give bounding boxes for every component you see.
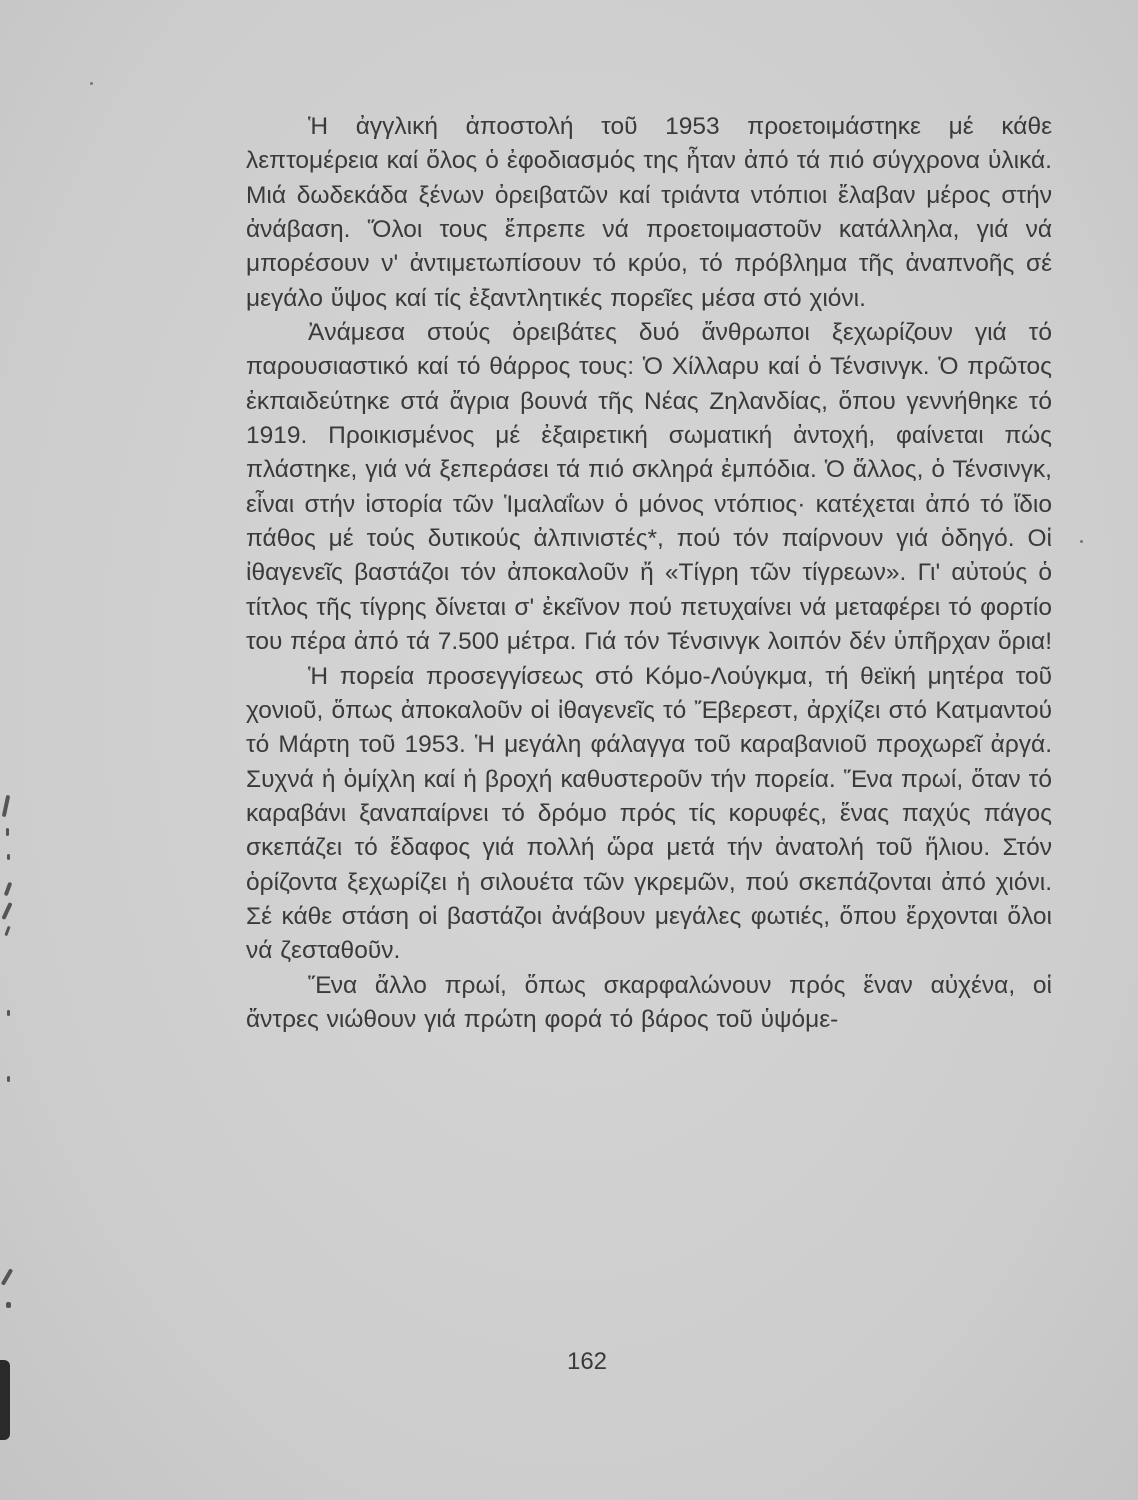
paragraph-2: Ἀνάμεσα στούς ὀρειβάτες δυό ἄνθρωποι ξεχωρίζουν γιά τό παρουσιαστικό καί τό θάρρος τους: Ὁ Χίλλαρυ καί ὁ Τένσινγκ. Ὁ πρῶτος ἐκπαιδεύτηκε στά ἄγρια βουνά τῆς Νέας Ζηλανδίας, ὅπου γεννήθηκε τό 1919. Προικισμένος μέ ἐξαιρετική σωματική ἀντοχή, φαίνεται πώς πλάστηκε, γιά νά ξεπεράσει τά πιό σκληρά ἐμπόδια. Ὁ ἄλλος, ὁ Τένσινγκ, εἶναι στήν ἱστορία τῶν Ἱμαλαΐων ὁ μόνος ντόπιος· κατέχεται ἀπό τό ἴδιο πάθος μέ τούς δυτικούς ἀλπινιστές*, πού τόν παίρνουν γιά ὁδηγό. Οἱ ἰθαγενεῖς βαστάζοι τόν ἀποκαλοῦν ἤ «Τίγρη τῶν τίγρεων». Γι' αὐτούς ὁ τίτλος τῆς τίγρης δίνεται σ' ἐκεῖνον πού πετυχαίνει νά μεταφέρει τό φορτίο του πέρα ἀπό τά 7.500 μέτρα. Γιά τόν Τένσινγκ λοιπόν δέν ὑπῆρχαν ὅρια!	[246, 319, 1053, 656]
margin-mark	[7, 1076, 10, 1082]
margin-mark	[1, 1268, 13, 1286]
page-edge-shadow	[0, 1360, 10, 1440]
scan-speck	[1080, 540, 1083, 543]
margin-mark	[1, 902, 12, 920]
margin-mark	[6, 1302, 11, 1308]
margin-mark	[2, 795, 10, 817]
margin-mark	[7, 1010, 10, 1016]
margin-mark	[4, 926, 10, 936]
body-text	[246, 110, 1052, 1037]
margin-mark	[6, 828, 9, 836]
margin-mark	[7, 854, 10, 860]
margin-mark	[4, 882, 13, 897]
page-number: 162	[566, 1348, 608, 1375]
paragraph-3: Ἡ πορεία προσεγγίσεως στό Κόμο-Λούγκμα, τή θεϊκή μητέρα τοῦ χονιοῦ, ὅπως ἀποκαλοῦν οἱ ἰθαγενεῖς τό Ἔβερεστ, ἀρχίζει στό Κατμαντού τό Μάρτη τοῦ 1953. Ἡ μεγάλη φάλαγγα τοῦ καραβανιοῦ προχωρεῖ ἀργά. Συχνά ἡ ὁμίχλη καί ἡ βροχή καθυστεροῦν τήν πορεία. Ἕνα πρωί, ὅταν τό καραβάνι ξαναπαίρνει τό δρόμο πρός τίς κορυφές, ἕνας παχύς πάγος σκεπάζει τό ἔδαφος γιά πολλή ὥρα μετά τήν ἀνατολή τοῦ ἥλιου. Στόν ὁρίζοντα ξεχωρίζει ἡ σιλουέτα τῶν γκρεμῶν, πού σκεπάζονται ἀπό χιόνι. Σέ κάθε στάση οἱ βαστάζοι ἀνάβουν μεγάλες φωτιές, ὅπου ἔρχονται ὅλοι νά ζεσταθοῦν.	[246, 662, 1052, 965]
paragraph-4: Ἕνα ἄλλο πρωί, ὅπως σκαρφαλώνουν πρός ἕναν αὐχένα, οἱ ἄντρες νιώθουν γιά πρώτη φορά τό βάρος τοῦ ὑψόμε-	[246, 971, 1052, 1033]
scan-speck	[90, 82, 93, 85]
paragraph-1: Ἡ ἀγγλική ἀποστολή τοῦ 1953 προετοιμάστηκε μέ κάθε λεπτομέρεια καί ὅλος ὁ ἐφοδιασμός της ἦταν ἀπό τά πιό σύγχρονα ὑλικά. Μιά δωδεκάδα ξένων ὀρειβατῶν καί τριάντα ντόπιοι ἔλαβαν μέρος στήν ἀνάβαση. Ὅλοι τους ἔπρεπε νά προετοιμαστοῦν κατάλληλα, γιά νά μπορέσουν ν' ἀντιμετωπίσουν τό κρύο, τό πρόβλημα τῆς ἀναπνοῆς σέ μεγάλο ὕψος καί τίς ἐξαντλητικές πορεῖες μέσα στό χιόνι.	[246, 113, 1052, 312]
